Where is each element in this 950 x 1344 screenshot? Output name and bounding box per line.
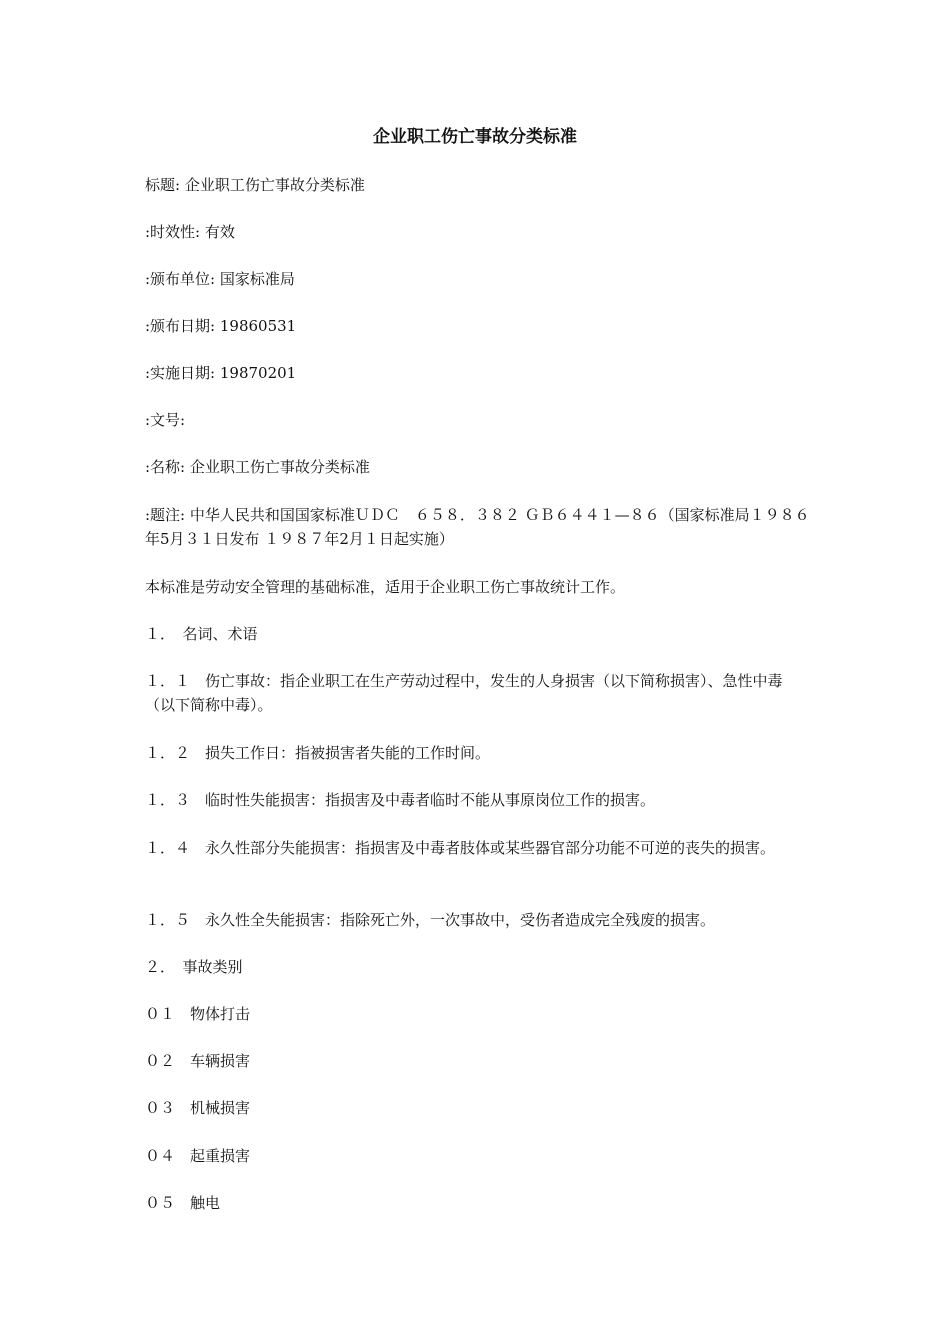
definition-item: １．５ 永久性全失能损害：指除死亡外，一次事故中，受伤者造成完全残废的损害。 (145, 911, 716, 929)
meta-issue-date: :颁布日期: 19860531 (145, 317, 297, 335)
category-item: ０２ 车辆损害 (145, 1052, 251, 1070)
definition-item: １．４ 永久性部分失能损害：指损害及中毒者肢体或某些器官部分功能不可逆的丧失的损害。 (145, 839, 776, 857)
section-heading: ２． 事故类别 (145, 958, 243, 976)
meta-validity: :时效性: 有效 (145, 223, 235, 241)
definition-item: １．２ 损失工作日：指被损害者失能的工作时间。 (145, 744, 491, 762)
category-item: ０１ 物体打击 (145, 1005, 251, 1023)
category-item: ０３ 机械损害 (145, 1099, 251, 1117)
section-heading: １． 名词、术语 (145, 625, 258, 643)
meta-doc-number: :文号: (145, 411, 186, 429)
meta-issuer: :颁布单位: 国家标准局 (145, 270, 295, 288)
definition-item: １．３ 临时性失能损害：指损害及中毒者临时不能从事原岗位工作的损害。 (145, 791, 656, 809)
category-item: ０５ 触电 (145, 1194, 221, 1212)
meta-title: 标题: 企业职工伤亡事故分类标准 (145, 176, 365, 194)
meta-effective-date: :实施日期: 19870201 (145, 364, 297, 382)
intro-paragraph: 本标准是劳动安全管理的基础标准，适用于企业职工伤亡事故统计工作。 (145, 578, 626, 596)
page-title: 企业职工伤亡事故分类标准 (373, 127, 577, 147)
category-item: ０４ 起重损害 (145, 1147, 251, 1165)
meta-note: :题注: 中华人民共和国国家标准ＵＤＣ ６５８．３８２ ＧＢ６４４１—８６（国家标准局１９８６年5月３１日发布 １９８７年2月１日起实施） (145, 506, 810, 548)
definition-item: １．１ 伤亡事故：指企业职工在生产劳动过程中，发生的人身损害（以下简称损害）、急性中毒（以下简称中毒）。 (145, 672, 783, 714)
meta-name: :名称: 企业职工伤亡事故分类标准 (145, 458, 370, 476)
